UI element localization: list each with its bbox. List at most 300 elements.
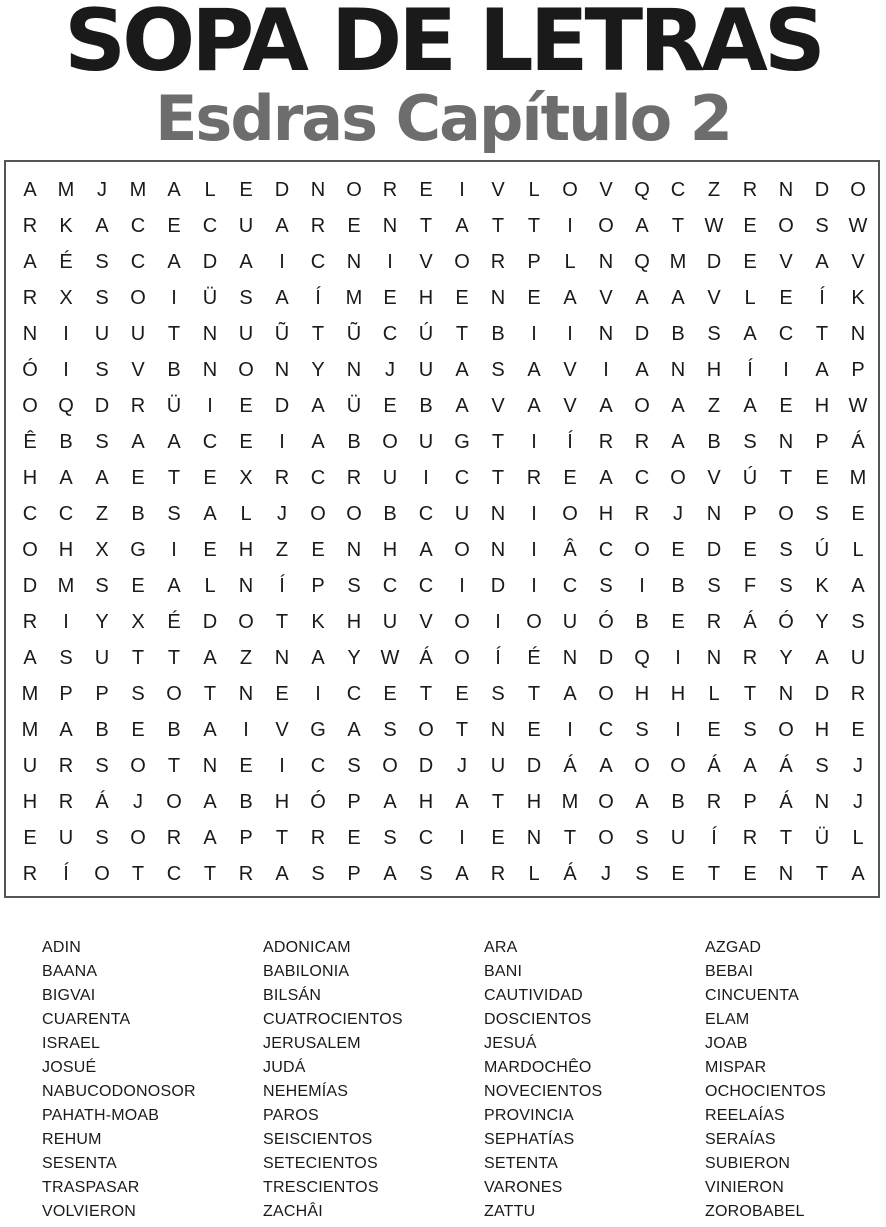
grid-letter[interactable]: A [743,394,757,417]
grid-letter[interactable]: X [239,466,253,489]
grid-letter[interactable]: O [22,538,38,561]
grid-letter[interactable]: O [382,754,398,777]
grid-letter[interactable]: I [459,826,465,849]
grid-letter[interactable]: T [815,322,829,345]
grid-letter[interactable]: Á [419,646,433,669]
grid-letter[interactable]: I [459,574,465,597]
grid-letter[interactable]: O [382,430,398,453]
grid-letter[interactable]: U [238,322,254,345]
grid-letter[interactable]: A [347,718,361,741]
grid-letter[interactable]: T [275,826,289,849]
grid-letter[interactable]: S [743,718,757,741]
grid-letter[interactable]: A [743,754,757,777]
grid-letter[interactable]: M [21,682,39,705]
grid-letter[interactable]: S [239,286,253,309]
grid-letter[interactable]: V [779,250,793,273]
grid-letter[interactable]: A [23,250,37,273]
grid-letter[interactable]: T [275,610,289,633]
grid-letter[interactable]: L [744,286,756,309]
grid-letter[interactable]: N [346,358,362,381]
grid-letter[interactable]: U [490,754,506,777]
grid-letter[interactable]: E [815,466,829,489]
grid-letter[interactable]: N [526,826,542,849]
grid-letter[interactable]: A [563,682,577,705]
grid-letter[interactable]: H [814,394,830,417]
grid-letter[interactable]: S [95,286,109,309]
grid-letter[interactable]: M [129,178,147,201]
grid-letter[interactable]: B [635,610,649,633]
grid-letter[interactable]: S [707,574,721,597]
grid-letter[interactable]: A [851,574,865,597]
grid-letter[interactable]: E [419,178,433,201]
grid-letter[interactable]: N [598,322,614,345]
grid-letter[interactable]: C [562,574,578,597]
grid-letter[interactable]: O [454,538,470,561]
grid-letter[interactable]: A [59,718,73,741]
grid-letter[interactable]: I [243,718,249,741]
grid-letter[interactable]: V [419,610,433,633]
grid-letter[interactable]: A [455,862,469,885]
grid-letter[interactable]: P [815,430,829,453]
grid-letter[interactable]: T [131,862,145,885]
grid-letter[interactable]: G [454,430,470,453]
grid-letter[interactable]: C [382,574,398,597]
grid-letter[interactable]: Q [634,646,650,669]
grid-letter[interactable]: A [95,466,109,489]
grid-letter[interactable]: E [239,754,253,777]
grid-letter[interactable]: A [167,430,181,453]
grid-letter[interactable]: U [58,826,74,849]
grid-letter[interactable]: I [207,394,213,417]
grid-letter[interactable]: B [707,430,721,453]
grid-letter[interactable]: D [814,178,830,201]
grid-letter[interactable]: L [204,178,216,201]
grid-letter[interactable]: N [670,358,686,381]
grid-letter[interactable]: U [94,646,110,669]
grid-letter[interactable]: A [311,646,325,669]
grid-letter[interactable]: A [815,646,829,669]
grid-letter[interactable]: Q [58,394,74,417]
grid-letter[interactable]: R [310,214,326,237]
grid-letter[interactable]: P [95,682,109,705]
grid-letter[interactable]: O [598,826,614,849]
grid-letter[interactable]: T [203,682,217,705]
grid-letter[interactable]: C [598,718,614,741]
grid-letter[interactable]: A [455,394,469,417]
grid-letter[interactable]: X [59,286,73,309]
grid-letter[interactable]: O [94,862,110,885]
letter-grid[interactable] [12,172,876,892]
grid-letter[interactable]: S [635,826,649,849]
grid-letter[interactable]: A [167,250,181,273]
grid-letter[interactable]: A [599,394,613,417]
grid-letter[interactable]: S [707,322,721,345]
grid-letter[interactable]: S [383,826,397,849]
grid-letter[interactable]: J [385,358,395,381]
grid-letter[interactable]: Z [707,394,721,417]
grid-letter[interactable]: E [455,286,469,309]
grid-letter[interactable]: R [634,502,650,525]
grid-letter[interactable]: R [130,394,146,417]
grid-letter[interactable]: I [387,250,393,273]
grid-letter[interactable]: N [850,322,866,345]
grid-letter[interactable]: T [419,682,433,705]
grid-letter[interactable]: A [23,646,37,669]
grid-letter[interactable]: O [238,358,254,381]
grid-letter[interactable]: U [562,610,578,633]
grid-letter[interactable]: O [778,502,794,525]
grid-letter[interactable]: T [167,322,181,345]
grid-letter[interactable]: E [311,538,325,561]
grid-letter[interactable]: C [382,322,398,345]
grid-letter[interactable]: H [58,538,74,561]
grid-letter[interactable]: L [528,178,540,201]
grid-letter[interactable]: I [567,718,573,741]
grid-letter[interactable]: I [423,466,429,489]
grid-letter[interactable]: D [202,250,218,273]
grid-letter[interactable]: Y [311,358,325,381]
grid-letter[interactable]: I [567,322,573,345]
grid-letter[interactable]: A [599,754,613,777]
grid-letter[interactable]: L [852,538,864,561]
grid-letter[interactable]: E [203,538,217,561]
grid-letter[interactable]: O [778,718,794,741]
grid-letter[interactable]: R [742,826,758,849]
grid-letter[interactable]: C [418,826,434,849]
grid-letter[interactable]: N [202,754,218,777]
grid-letter[interactable]: P [311,574,325,597]
grid-letter[interactable]: S [779,574,793,597]
grid-letter[interactable]: N [22,322,38,345]
grid-letter[interactable]: R [850,682,866,705]
grid-letter[interactable]: E [239,178,253,201]
grid-letter[interactable]: C [778,322,794,345]
grid-letter[interactable]: S [131,682,145,705]
grid-letter[interactable]: I [459,178,465,201]
grid-letter[interactable]: X [95,538,109,561]
grid-letter[interactable]: C [202,214,218,237]
grid-letter[interactable]: D [94,394,110,417]
grid-letter[interactable]: F [743,574,757,597]
grid-letter[interactable]: V [563,358,577,381]
grid-letter[interactable]: S [779,538,793,561]
grid-letter[interactable]: O [634,754,650,777]
grid-letter[interactable]: T [491,430,505,453]
grid-letter[interactable]: Í [567,430,573,453]
grid-letter[interactable]: N [490,718,506,741]
grid-letter[interactable]: T [671,214,685,237]
grid-letter[interactable]: I [63,358,69,381]
grid-letter[interactable]: D [706,538,722,561]
grid-letter[interactable]: S [419,862,433,885]
grid-letter[interactable]: C [130,250,146,273]
grid-letter[interactable]: S [95,574,109,597]
grid-letter[interactable]: D [814,682,830,705]
grid-letter[interactable]: E [779,286,793,309]
grid-letter[interactable]: D [274,178,290,201]
grid-letter[interactable]: V [707,466,721,489]
grid-letter[interactable]: O [670,466,686,489]
grid-letter[interactable]: E [671,610,685,633]
grid-letter[interactable]: A [311,394,325,417]
grid-letter[interactable]: C [670,178,686,201]
grid-letter[interactable]: H [22,790,38,813]
grid-letter[interactable]: B [95,718,109,741]
grid-letter[interactable]: S [347,574,361,597]
grid-letter[interactable]: Z [239,646,253,669]
grid-letter[interactable]: E [383,286,397,309]
grid-letter[interactable]: K [59,214,73,237]
grid-letter[interactable]: E [527,718,541,741]
grid-letter[interactable]: A [275,286,289,309]
grid-letter[interactable]: O [454,610,470,633]
grid-letter[interactable]: R [490,250,506,273]
grid-letter[interactable]: P [743,790,757,813]
grid-letter[interactable]: T [527,682,541,705]
grid-letter[interactable]: E [707,718,721,741]
grid-letter[interactable]: B [131,502,145,525]
grid-letter[interactable]: B [167,358,181,381]
grid-letter[interactable]: Í [819,286,825,309]
grid-letter[interactable]: O [130,826,146,849]
grid-letter[interactable]: A [95,214,109,237]
grid-letter[interactable]: T [743,682,757,705]
grid-letter[interactable]: E [275,682,289,705]
grid-letter[interactable]: B [491,322,505,345]
grid-letter[interactable]: U [94,322,110,345]
grid-letter[interactable]: J [277,502,287,525]
grid-letter[interactable]: R [634,430,650,453]
grid-letter[interactable]: A [563,286,577,309]
grid-letter[interactable]: C [166,862,182,885]
grid-letter[interactable]: I [315,682,321,705]
grid-letter[interactable]: J [97,178,107,201]
grid-letter[interactable]: C [418,574,434,597]
grid-letter[interactable]: Q [634,250,650,273]
grid-letter[interactable]: S [851,610,865,633]
grid-letter[interactable]: Ü [814,826,830,849]
grid-letter[interactable]: R [706,790,722,813]
grid-letter[interactable]: I [531,502,537,525]
grid-letter[interactable]: Ê [23,430,37,453]
grid-letter[interactable]: C [346,682,362,705]
grid-letter[interactable]: R [490,862,506,885]
grid-letter[interactable]: D [418,754,434,777]
grid-letter[interactable]: D [706,250,722,273]
grid-letter[interactable]: O [526,610,542,633]
grid-letter[interactable]: Z [707,178,721,201]
grid-letter[interactable]: H [526,790,542,813]
grid-letter[interactable]: C [310,754,326,777]
grid-letter[interactable]: N [382,214,398,237]
grid-letter[interactable]: I [675,718,681,741]
grid-letter[interactable]: X [131,610,145,633]
grid-letter[interactable]: U [382,466,398,489]
grid-letter[interactable]: H [274,790,290,813]
grid-letter[interactable]: D [22,574,38,597]
grid-letter[interactable]: N [202,322,218,345]
grid-letter[interactable]: H [382,538,398,561]
grid-letter[interactable]: N [490,502,506,525]
grid-letter[interactable]: M [21,718,39,741]
grid-letter[interactable]: T [203,862,217,885]
grid-letter[interactable]: S [347,754,361,777]
grid-letter[interactable]: S [59,646,73,669]
grid-letter[interactable]: A [23,178,37,201]
grid-letter[interactable]: N [778,682,794,705]
grid-letter[interactable]: C [598,538,614,561]
grid-letter[interactable]: P [851,358,865,381]
grid-letter[interactable]: A [419,538,433,561]
grid-letter[interactable]: V [491,394,505,417]
grid-letter[interactable]: S [95,826,109,849]
grid-letter[interactable]: B [383,502,397,525]
grid-letter[interactable]: A [455,790,469,813]
grid-letter[interactable]: V [599,286,613,309]
grid-letter[interactable]: A [275,862,289,885]
grid-letter[interactable]: E [347,214,361,237]
grid-letter[interactable]: E [239,394,253,417]
grid-letter[interactable]: C [22,502,38,525]
grid-letter[interactable]: Ü [346,394,362,417]
grid-letter[interactable]: H [418,790,434,813]
grid-letter[interactable]: S [815,214,829,237]
grid-letter[interactable]: H [418,286,434,309]
grid-letter[interactable]: L [528,862,540,885]
grid-letter[interactable]: D [202,610,218,633]
grid-letter[interactable]: A [59,466,73,489]
grid-letter[interactable]: T [491,466,505,489]
grid-letter[interactable]: M [561,790,579,813]
grid-letter[interactable]: O [130,754,146,777]
grid-letter[interactable]: O [346,502,362,525]
grid-letter[interactable]: I [279,430,285,453]
grid-letter[interactable]: T [419,214,433,237]
grid-letter[interactable]: É [167,610,181,633]
grid-letter[interactable]: I [171,286,177,309]
grid-letter[interactable]: O [166,790,182,813]
grid-letter[interactable]: A [311,430,325,453]
grid-letter[interactable]: R [22,862,38,885]
grid-letter[interactable]: V [851,250,865,273]
grid-letter[interactable]: E [167,214,181,237]
grid-letter[interactable]: J [673,502,683,525]
grid-letter[interactable]: M [345,286,363,309]
grid-letter[interactable]: I [603,358,609,381]
grid-letter[interactable]: Ó [22,358,38,381]
grid-letter[interactable]: S [635,862,649,885]
grid-letter[interactable]: A [851,862,865,885]
grid-letter[interactable]: N [274,646,290,669]
grid-letter[interactable]: T [779,466,793,489]
grid-letter[interactable]: U [670,826,686,849]
grid-letter[interactable]: K [311,610,325,633]
grid-letter[interactable]: T [455,322,469,345]
grid-letter[interactable]: O [238,610,254,633]
grid-letter[interactable]: A [527,394,541,417]
grid-letter[interactable]: E [779,394,793,417]
grid-letter[interactable]: N [778,430,794,453]
grid-letter[interactable]: A [455,358,469,381]
grid-letter[interactable]: A [167,178,181,201]
grid-letter[interactable]: O [670,754,686,777]
grid-letter[interactable]: T [167,754,181,777]
grid-letter[interactable]: H [634,682,650,705]
grid-letter[interactable]: A [635,214,649,237]
grid-letter[interactable]: I [531,322,537,345]
grid-letter[interactable]: A [635,286,649,309]
grid-letter[interactable]: J [601,862,611,885]
grid-letter[interactable]: T [527,214,541,237]
grid-letter[interactable]: J [853,754,863,777]
grid-letter[interactable]: B [347,430,361,453]
grid-letter[interactable]: C [202,430,218,453]
grid-letter[interactable]: Ú [814,538,830,561]
grid-letter[interactable]: A [815,358,829,381]
grid-letter[interactable]: Í [279,574,285,597]
grid-letter[interactable]: E [455,682,469,705]
grid-letter[interactable]: B [671,790,685,813]
grid-letter[interactable]: C [130,214,146,237]
grid-letter[interactable]: P [347,862,361,885]
grid-letter[interactable]: E [239,430,253,453]
grid-letter[interactable]: P [743,502,757,525]
grid-letter[interactable]: N [778,178,794,201]
grid-letter[interactable]: J [853,790,863,813]
grid-letter[interactable]: R [310,826,326,849]
grid-letter[interactable]: N [706,646,722,669]
grid-letter[interactable]: S [743,430,757,453]
grid-letter[interactable]: C [418,502,434,525]
grid-letter[interactable]: N [598,250,614,273]
grid-letter[interactable]: I [531,574,537,597]
grid-letter[interactable]: H [598,502,614,525]
grid-letter[interactable]: S [383,718,397,741]
grid-letter[interactable]: S [311,862,325,885]
grid-letter[interactable]: W [848,394,868,417]
grid-letter[interactable]: R [742,646,758,669]
grid-letter[interactable]: I [783,358,789,381]
grid-letter[interactable]: C [58,502,74,525]
grid-letter[interactable]: M [849,466,867,489]
grid-letter[interactable]: L [852,826,864,849]
grid-letter[interactable]: Y [95,610,109,633]
grid-letter[interactable]: H [670,682,686,705]
grid-letter[interactable]: B [167,718,181,741]
grid-letter[interactable]: Á [779,790,793,813]
grid-letter[interactable]: A [239,250,253,273]
grid-letter[interactable]: C [454,466,470,489]
grid-letter[interactable]: O [634,538,650,561]
grid-letter[interactable]: R [346,466,362,489]
grid-letter[interactable]: E [131,574,145,597]
grid-letter[interactable]: A [275,214,289,237]
grid-letter[interactable]: E [743,250,757,273]
grid-letter[interactable]: S [599,574,613,597]
grid-letter[interactable]: M [57,574,75,597]
grid-letter[interactable]: H [346,610,362,633]
grid-letter[interactable]: R [166,826,182,849]
grid-letter[interactable]: D [634,322,650,345]
grid-letter[interactable]: I [531,430,537,453]
grid-letter[interactable]: T [311,322,325,345]
grid-letter[interactable]: O [454,250,470,273]
grid-letter[interactable]: Á [779,754,793,777]
grid-letter[interactable]: V [419,250,433,273]
grid-letter[interactable]: E [347,826,361,849]
grid-letter[interactable]: R [22,610,38,633]
grid-letter[interactable]: B [59,430,73,453]
